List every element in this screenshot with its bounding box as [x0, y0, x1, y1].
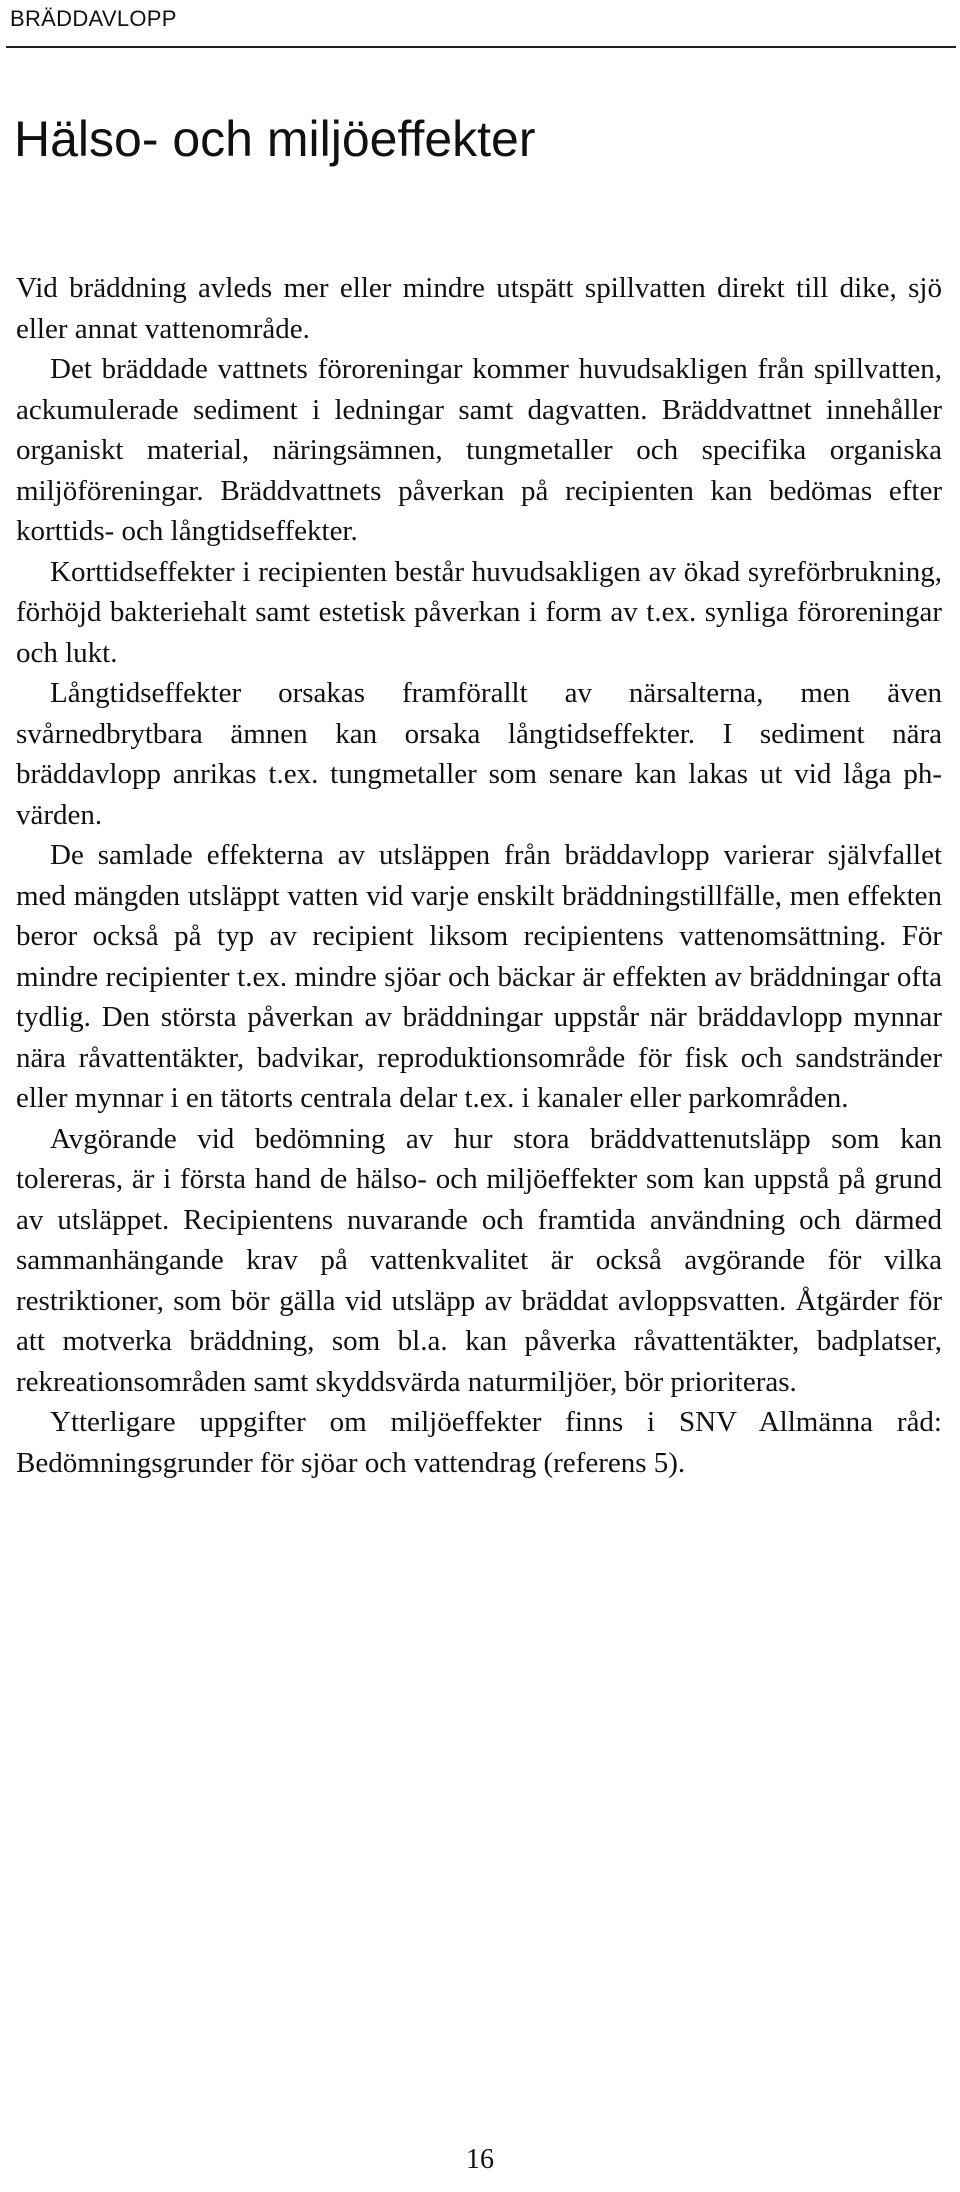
- paragraph: Vid bräddning avleds mer eller mindre utspätt spillvatten direkt till dike, sjö eller annat vattenområde.: [16, 272, 942, 345]
- paragraph: Långtidseffekter orsakas framförallt av närsalterna, men även svårnedbrytbara ämnen kan orsaka långtidseffekter. I sediment nära bräddavlopp anrikas t.ex. tungmetaller som senare kan lakas ut vid låga ph-värden.: [16, 677, 942, 831]
- header-rule: [6, 46, 956, 48]
- running-header: BRÄDDAVLOPP: [10, 6, 177, 31]
- body-text: [16, 268, 942, 1483]
- paragraph: Ytterligare uppgifter om miljöeffekter finns i SNV Allmänna råd: Bedömningsgrunder för sjöar och vattendrag (referens 5).: [16, 1406, 942, 1479]
- paragraph: Avgörande vid bedömning av hur stora bräddvattenutsläpp som kan tolereras, är i första hand de hälso- och miljöeffekter som kan uppstå på grund av utsläppet. Recipientens nuvarande och framtida användning och därmed sammanhängande krav på vattenkvalitet är också avgörande för vilka restriktioner, som bör gälla vid utsläpp av bräddat avloppsvatten. Åtgärder för att motverka bräddning, som bl.a. kan påverka råvattentäkter, badplatser, rekreationsområden samt skyddsvärda naturmiljöer, bör prioriteras.: [16, 1122, 942, 1398]
- page-number: 16: [466, 2144, 494, 2175]
- paragraph: Korttidseffekter i recipienten består huvudsakligen av ökad syreförbrukning, förhöjd bakteriehalt samt estetisk påverkan i form av t.ex. synliga föroreningar och lukt.: [16, 555, 942, 669]
- paragraph: De samlade effekterna av utsläppen från bräddavlopp varierar självfallet med mängden utsläppt vatten vid varje enskilt bräddningstillfälle, men effekten beror också på typ av recipient liksom recipientens vattenomsättning. För mindre recipienter t.ex. mindre sjöar och bäckar är effekten av bräddningar ofta tydlig. Den största påverkan av bräddningar uppstår när bräddavlopp mynnar nära råvattentäkter, badvikar, reproduktionsområde för fisk och sandstränder eller mynnar i en tätorts centrala delar t.ex. i kanaler eller parkområden.: [16, 839, 942, 1114]
- section-title: Hälso- och miljöeffekter: [14, 111, 536, 167]
- paragraph: Det bräddade vattnets föroreningar kommer huvudsakligen från spillvatten, ackumulerade sediment i ledningar samt dagvatten. Bräddvattnet innehåller organiskt material, näringsämnen, tungmetaller och specifika organiska miljöföreningar. Bräddvattnets påverkan på recipienten kan bedömas efter korttids- och långtidseffekter.: [16, 353, 942, 547]
